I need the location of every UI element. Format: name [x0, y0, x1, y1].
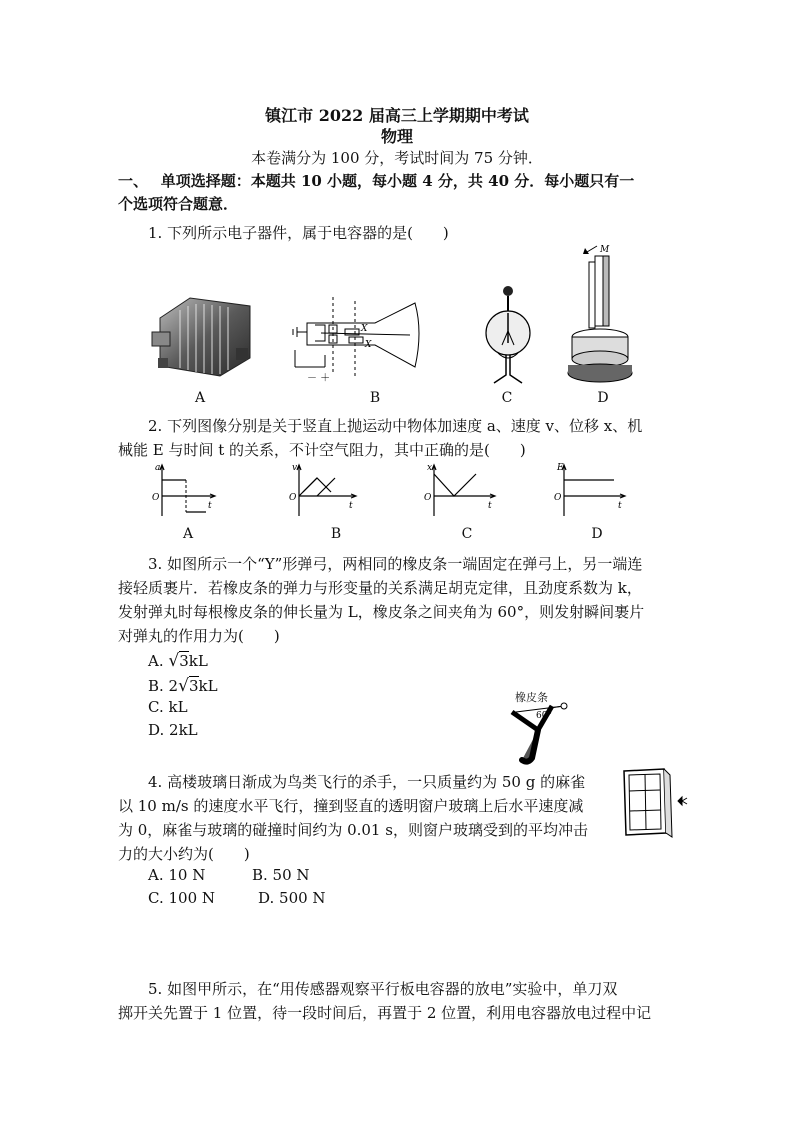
exam-title: 镇江市 2022 届高三上学期期中考试	[265, 106, 529, 125]
question-4-text-3: 为 0，麻雀与玻璃的碰撞时间约为 0.01 s，则窗户玻璃受到的平均冲击	[118, 821, 588, 839]
label-x-bottom: X	[365, 340, 372, 350]
q3-option-b: B. 2√3kL	[148, 676, 218, 696]
electrostatic-device-diagram	[565, 242, 640, 388]
slingshot-angle: 60°	[536, 711, 552, 721]
graph-b-taxis: t	[349, 501, 353, 511]
graph-c-yaxis: x	[427, 463, 433, 473]
graph-a-origin: O	[152, 493, 160, 503]
variable-capacitor-image	[150, 288, 260, 383]
graph-d-origin: O	[554, 493, 562, 503]
question-3-text: 3. 如图所示一个“Y”形弹弓，两相同的橡皮条一端固定在弹弓上，另一端连	[148, 555, 643, 573]
q1-label-c: C	[501, 390, 513, 406]
slingshot-label: 橡皮条	[515, 691, 548, 704]
graph-b-origin: O	[289, 493, 297, 503]
exam-note: 本卷满分为 100 分，考试时间为 75 分钟．	[251, 149, 543, 167]
q2-label-a: A	[182, 526, 194, 542]
question-4-text-2: 以 10 m/s 的速度水平飞行，撞到竖直的透明窗户玻璃上后水平速度减	[118, 797, 584, 815]
question-5-text-2: 掷开关先置于 1 位置，待一段时间后，再置于 2 位置，利用电容器放电过程中记	[118, 1004, 652, 1022]
question-3-text-4: 对弹丸的作用力为( )	[118, 627, 280, 645]
q2-label-d: D	[591, 526, 603, 542]
graph-c-origin: O	[424, 493, 432, 503]
q2-label-b: B	[330, 526, 342, 542]
q3-option-b-radicand: 3	[188, 677, 199, 695]
q1-label-d: D	[597, 390, 609, 406]
q3-option-c: C. kL	[148, 698, 188, 716]
q3-option-a-radicand: 3	[179, 652, 189, 670]
polarity-label: － ＋	[307, 373, 331, 384]
cathode-ray-tube-diagram	[285, 295, 445, 385]
graph-c	[420, 462, 500, 522]
q4-option-a: A. 10 N	[148, 866, 206, 884]
question-3-text-2: 接轻质裹片．若橡皮条的弹力与形变量的关系满足胡克定律，且劲度系数为 k，	[118, 579, 642, 597]
question-4-text: 4. 高楼玻璃日渐成为鸟类飞行的杀手，一只质量约为 50 g 的麻雀	[148, 773, 586, 791]
graph-d	[550, 462, 630, 522]
question-5-text: 5. 如图甲所示，在“用传感器观察平行板电容器的放电”实验中，单刀双	[148, 980, 618, 998]
q2-label-c: C	[461, 526, 473, 542]
graph-d-yaxis: E	[557, 463, 564, 473]
subject-title: 物理	[380, 127, 413, 146]
window-bird-diagram	[620, 767, 690, 837]
graph-b-yaxis: v	[292, 463, 298, 473]
section-heading: 一、 单项选择题：本题共 10 小题，每小题 4 分，共 40 分．每小题只有一	[118, 172, 635, 190]
q4-option-d: D. 500 N	[258, 889, 326, 907]
graph-a-taxis: t	[208, 501, 212, 511]
graph-c-taxis: t	[488, 501, 492, 511]
q3-option-a: A. √3kL	[148, 651, 208, 671]
section-heading-cont: 个选项符合题意．	[118, 195, 239, 213]
q3-option-a-suffix: kL	[188, 652, 208, 670]
question-4-text-4: 力的大小约为( )	[118, 845, 250, 863]
q4-option-b: B. 50 N	[252, 866, 310, 884]
q3-option-b-suffix: kL	[198, 677, 218, 695]
q4-option-c: C. 100 N	[148, 889, 216, 907]
graph-a	[148, 462, 218, 522]
question-2-text-cont: 械能 E 与时间 t 的关系，不计空气阻力，其中正确的是( )	[118, 441, 526, 459]
label-x-top: X	[361, 324, 368, 334]
q3-option-d: D. 2kL	[148, 721, 198, 739]
q1-label-b: B	[369, 390, 381, 406]
q1-label-a: A	[194, 390, 206, 406]
question-3-text-3: 发射弹丸时每根橡皮条的伸长量为 L，橡皮条之间夹角为 60°，则发射瞬间裹片	[118, 603, 645, 621]
electroscope-diagram	[478, 283, 548, 388]
graph-a-yaxis: a	[155, 463, 161, 473]
slingshot-diagram	[508, 700, 578, 765]
label-m: M	[600, 245, 610, 255]
question-2-text: 2. 下列图像分别是关于竖直上抛运动中物体加速度 a、速度 v、位移 x、机	[148, 417, 643, 435]
graph-d-taxis: t	[618, 501, 622, 511]
graph-b	[285, 462, 360, 522]
q3-option-b-prefix: B. 2	[148, 677, 179, 695]
q3-option-a-prefix: A.	[148, 652, 169, 670]
question-1-text: 1. 下列所示电子器件，属于电容器的是( )	[148, 224, 449, 242]
